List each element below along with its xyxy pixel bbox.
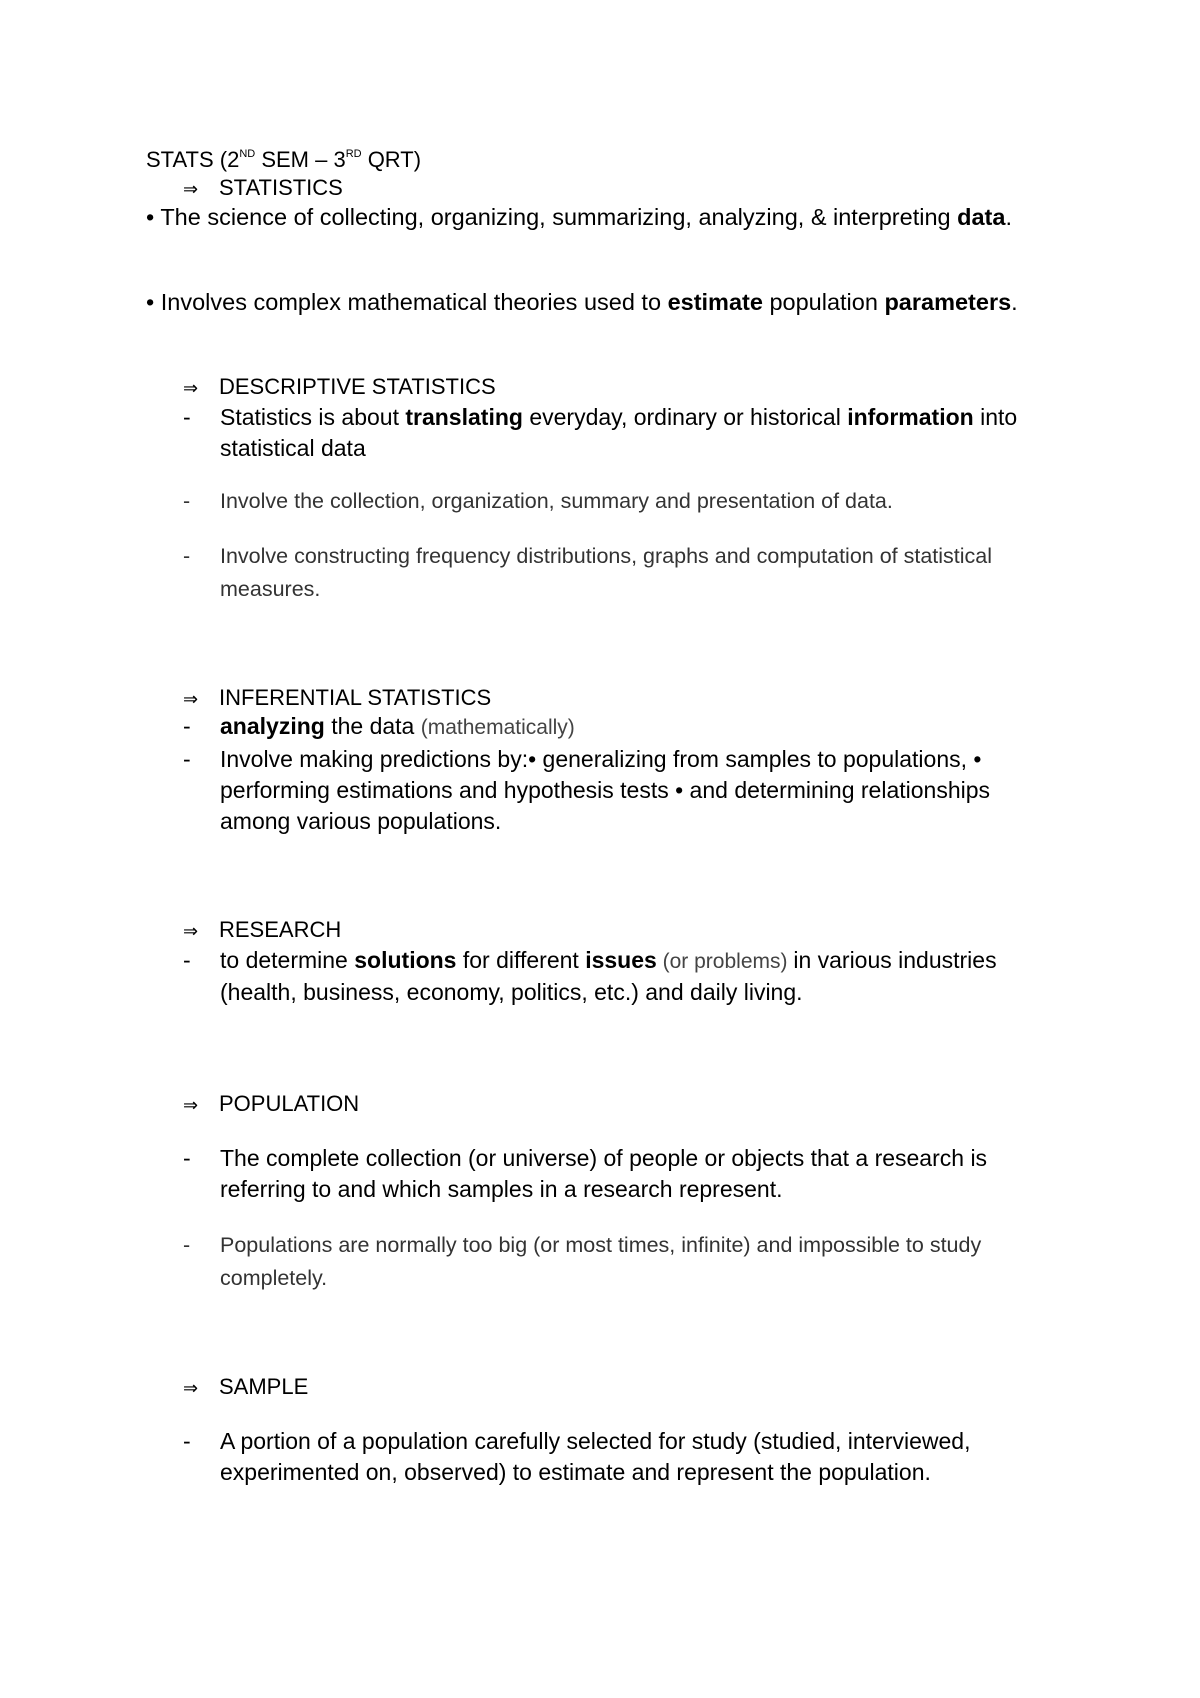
dash-bullet: -: [183, 713, 191, 739]
statistics-definition: • The science of collecting, organizing, summarizing, analyzing, & interpreting data.: [146, 204, 1012, 230]
dash-bullet: -: [183, 947, 191, 973]
page-title: STATS (2ND SEM – 3RD QRT): [146, 147, 422, 172]
arrow-icon: ⇒: [183, 689, 199, 709]
inferential-item-2: - Involve making predictions by:• generalizing from samples to populations, • performing estimations and hypothesis tests • and determining relationships among various populations.: [183, 746, 991, 834]
population-item-1: - The complete collection (or universe) of people or objects that a research is referring to and which samples in a research represent.: [183, 1145, 988, 1202]
arrow-icon: ⇒: [183, 921, 199, 941]
heading-population: ⇒ POPULATION: [183, 1091, 360, 1116]
arrow-icon: ⇒: [183, 179, 199, 199]
dash-bullet: -: [183, 544, 191, 568]
dash-bullet: -: [183, 1233, 191, 1257]
research-item-1: - to determine solutions for different issues (or problems) in various industries (health, business, economy, politics, etc.) and daily living.: [183, 947, 997, 1005]
dash-bullet: -: [183, 746, 191, 772]
dash-bullet: -: [183, 404, 191, 430]
heading-descriptive-statistics: ⇒ DESCRIPTIVE STATISTICS: [183, 374, 496, 399]
dash-bullet: -: [183, 489, 191, 513]
descriptive-item-1: - Statistics is about translating everyday, ordinary or historical information into statistical data: [183, 404, 1018, 461]
sample-item-1: - A portion of a population carefully selected for study (studied, interviewed, experimented on, observed) to estimate and represent the population.: [183, 1428, 971, 1485]
arrow-icon: ⇒: [183, 1378, 199, 1398]
statistics-involves: • Involves complex mathematical theories used to estimate population parameters.: [146, 289, 1018, 315]
descriptive-item-3: - Involve constructing frequency distributions, graphs and computation of statistical measures.: [183, 540, 1063, 606]
descriptive-item-2: - Involve the collection, organization, summary and presentation of data.: [183, 485, 1063, 518]
dash-bullet: -: [183, 1145, 191, 1171]
inferential-item-1: - analyzing the data (mathematically): [183, 711, 1063, 743]
arrow-icon: ⇒: [183, 378, 199, 398]
heading-sample: ⇒ SAMPLE: [183, 1374, 309, 1399]
dash-bullet: -: [183, 1428, 191, 1454]
heading-statistics: ⇒ STATISTICS: [183, 175, 343, 200]
population-item-2: - Populations are normally too big (or most times, infinite) and impossible to study completely.: [183, 1229, 1063, 1295]
arrow-icon: ⇒: [183, 1095, 199, 1115]
heading-inferential-statistics: ⇒ INFERENTIAL STATISTICS: [183, 685, 492, 710]
heading-research: ⇒ RESEARCH: [183, 917, 342, 942]
